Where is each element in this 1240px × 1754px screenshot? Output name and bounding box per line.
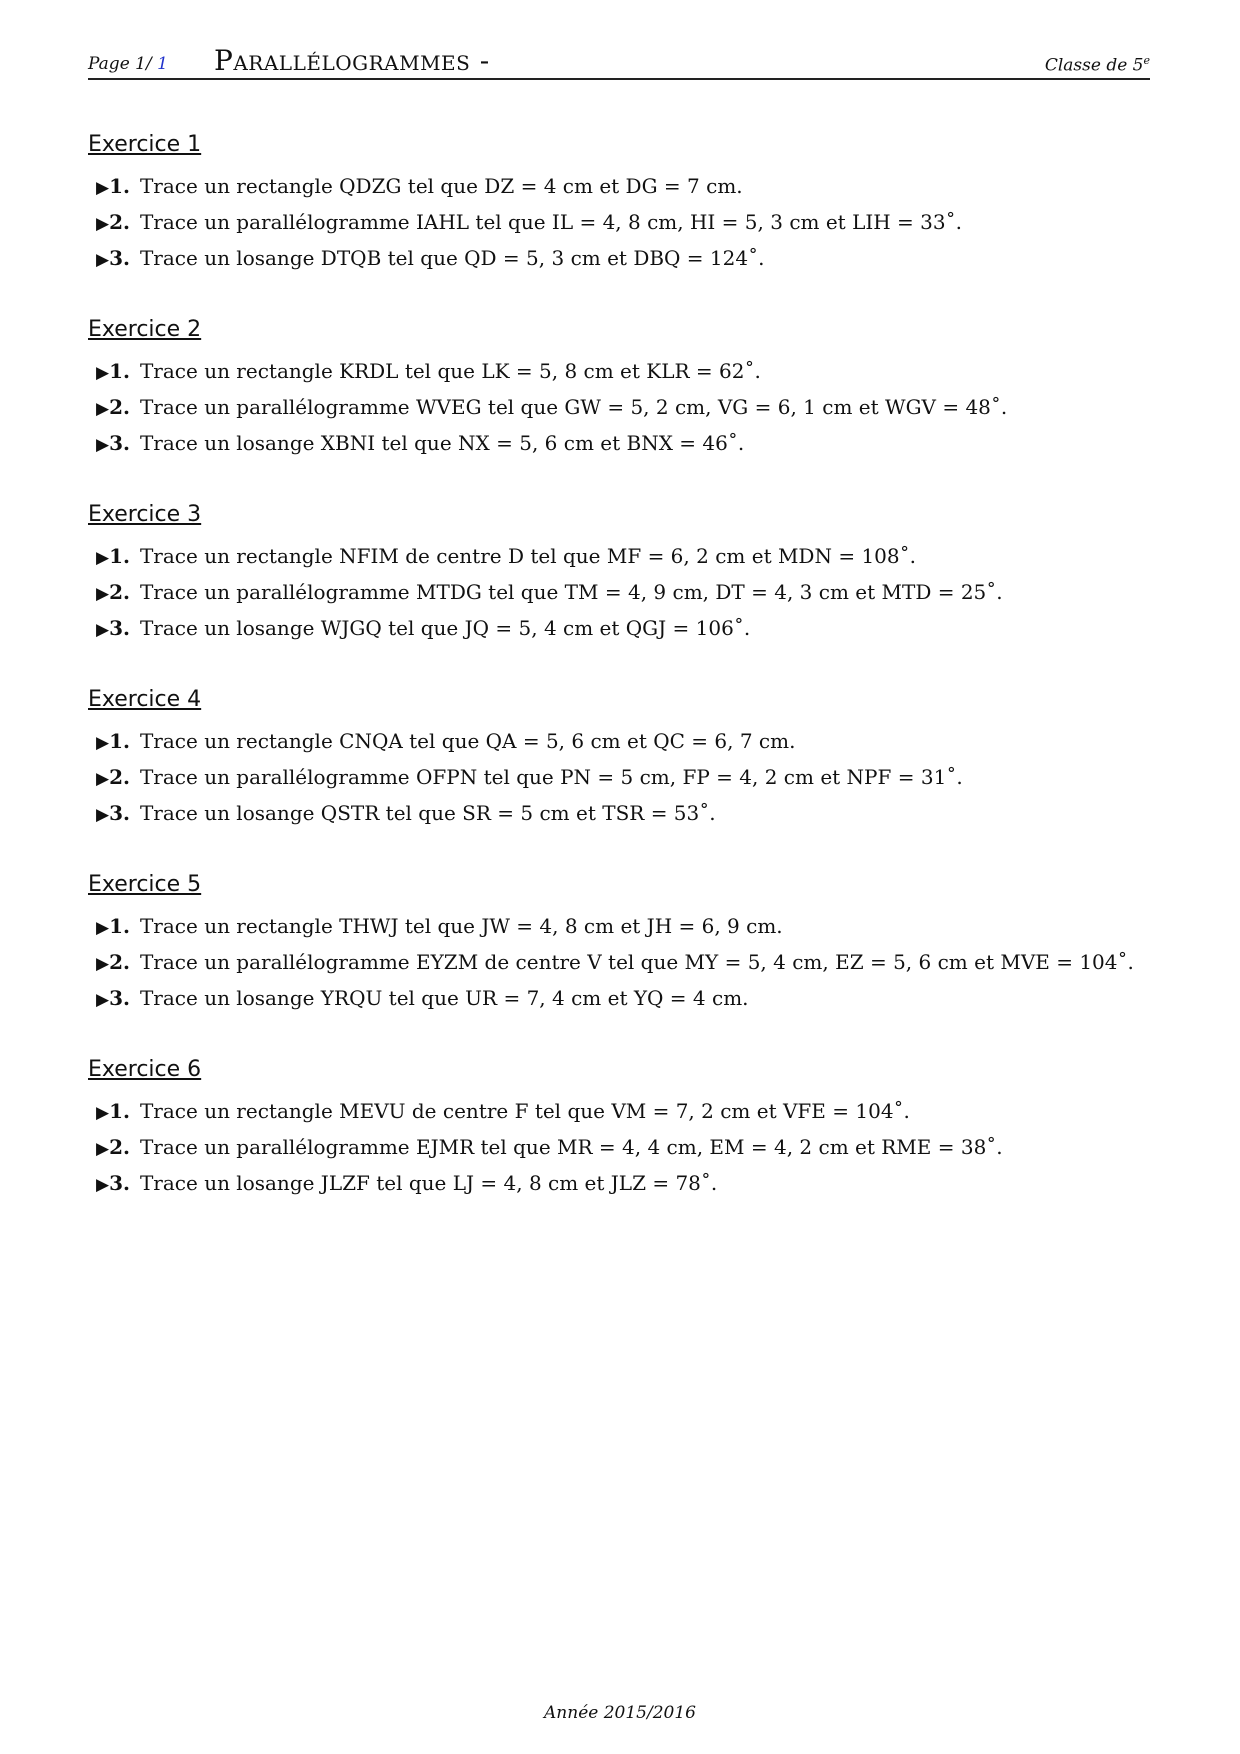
triangle-bullet-icon: ▶ [96,733,110,753]
item-number [96,1099,130,1123]
item-text: Trace un rectangle MEVU de centre F tel que VM = 7, 2 cm et VFE = 104˚. [139,1099,910,1123]
item-number [96,544,130,568]
exercise-item [88,1165,1150,1201]
page-label: Page 1/ [88,54,158,74]
item-text: Trace un parallélogramme WVEG tel que GW = 5, 2 cm, VG = 6, 1 cm et WGV = 48˚. [139,395,1008,419]
item-number [96,616,130,640]
exercise-item [88,795,1150,831]
triangle-bullet-icon: ▶ [96,805,110,825]
exercise-title: Exercice 3 [88,502,202,527]
document-title: Parallélogrammes - [214,44,490,77]
item-number-label: 2. [109,210,130,234]
exercise-item [88,980,1150,1016]
triangle-bullet-icon: ▶ [96,214,110,234]
item-text: Trace un losange JLZF tel que LJ = 4, 8 cm et JLZ = 78˚. [139,1171,718,1195]
exercise-title: Exercice 6 [88,1057,202,1082]
item-number [96,729,130,753]
exercise-item [88,204,1150,240]
triangle-bullet-icon: ▶ [96,1139,110,1159]
triangle-bullet-icon: ▶ [96,1103,110,1123]
item-number [96,359,130,383]
item-number [96,1171,130,1195]
triangle-bullet-icon: ▶ [96,178,110,198]
item-number-label: 3. [109,616,130,640]
exercise-item [88,389,1150,425]
exercise-section [88,128,1150,281]
item-number [96,1135,130,1159]
item-text: Trace un losange DTQB tel que QD = 5, 3 cm et DBQ = 124˚. [139,246,765,270]
item-number-label: 2. [109,765,130,789]
class-label [1045,54,1150,76]
exercise-title: Exercice 4 [88,687,202,712]
exercise-item [88,1093,1150,1129]
exercise-item [88,168,1150,204]
class-label-text: Classe de 5 [1044,55,1144,76]
exercise-item [88,908,1150,944]
item-number-label: 1. [109,1099,130,1123]
exercise-section [88,498,1150,651]
item-number [96,950,130,974]
page-header [88,44,1150,80]
item-text: Trace un parallélogramme EYZM de centre V tel que MY = 5, 4 cm, EZ = 5, 6 cm et MVE = 104˚. [139,950,1134,974]
item-number-label: 3. [109,431,130,455]
exercise-item [88,944,1150,980]
triangle-bullet-icon: ▶ [96,620,110,640]
page-number [88,54,168,74]
page-total-link[interactable]: 1 [157,54,168,74]
item-number [96,395,130,419]
item-number [96,986,130,1010]
exercise-item [88,353,1150,389]
triangle-bullet-icon: ▶ [96,1175,110,1195]
item-number [96,246,130,270]
item-number-label: 1. [109,174,130,198]
item-number-label: 2. [109,950,130,974]
item-text: Trace un losange WJGQ tel que JQ = 5, 4 cm et QGJ = 106˚. [139,616,751,640]
exercise-item [88,425,1150,461]
exercise-item [88,574,1150,610]
item-text: Trace un parallélogramme EJMR tel que MR = 4, 4 cm, EM = 4, 2 cm et RME = 38˚. [139,1135,1003,1159]
item-text: Trace un losange QSTR tel que SR = 5 cm et TSR = 53˚. [139,801,716,825]
exercise-item [88,1129,1150,1165]
item-number [96,174,130,198]
item-number [96,914,130,938]
item-text: Trace un rectangle CNQA tel que QA = 5, 6 cm et QC = 6, 7 cm. [139,729,796,753]
triangle-bullet-icon: ▶ [96,954,110,974]
item-number-label: 1. [109,914,130,938]
triangle-bullet-icon: ▶ [96,990,110,1010]
triangle-bullet-icon: ▶ [96,399,110,419]
item-text: Trace un rectangle KRDL tel que LK = 5, 8 cm et KLR = 62˚. [139,359,761,383]
class-label-sup: e [1143,54,1150,67]
exercise-title: Exercice 5 [88,872,202,897]
exercise-title: Exercice 1 [88,132,202,157]
page-footer: Année 2015/2016 [544,1703,696,1723]
exercise-section [88,868,1150,1021]
item-number-label: 2. [109,580,130,604]
triangle-bullet-icon: ▶ [96,584,110,604]
item-number-label: 3. [109,801,130,825]
exercise-item [88,723,1150,759]
item-number [96,210,130,234]
triangle-bullet-icon: ▶ [96,363,110,383]
item-text: Trace un rectangle QDZG tel que DZ = 4 cm et DG = 7 cm. [139,174,743,198]
exercise-item [88,538,1150,574]
exercise-title: Exercice 2 [88,317,202,342]
item-number [96,580,130,604]
exercise-section [88,683,1150,836]
item-number-label: 2. [109,395,130,419]
exercise-section [88,1053,1150,1206]
item-text: Trace un rectangle NFIM de centre D tel que MF = 6, 2 cm et MDN = 108˚. [139,544,916,568]
item-text: Trace un rectangle THWJ tel que JW = 4, 8 cm et JH = 6, 9 cm. [139,914,783,938]
exercise-list [88,128,1150,1238]
triangle-bullet-icon: ▶ [96,918,110,938]
item-number [96,765,130,789]
item-text: Trace un parallélogramme MTDG tel que TM = 4, 9 cm, DT = 4, 3 cm et MTD = 25˚. [139,580,1003,604]
item-text: Trace un losange YRQU tel que UR = 7, 4 cm et YQ = 4 cm. [139,986,749,1010]
item-number-label: 3. [109,986,130,1010]
item-number [96,431,130,455]
triangle-bullet-icon: ▶ [96,250,110,270]
exercise-item [88,759,1150,795]
triangle-bullet-icon: ▶ [96,548,110,568]
item-text: Trace un parallélogramme IAHL tel que IL = 4, 8 cm, HI = 5, 3 cm et LIH = 33˚. [139,210,962,234]
triangle-bullet-icon: ▶ [96,769,110,789]
item-text: Trace un parallélogramme OFPN tel que PN = 5 cm, FP = 4, 2 cm et NPF = 31˚. [139,765,963,789]
item-number-label: 3. [109,246,130,270]
item-number-label: 1. [109,729,130,753]
item-number-label: 2. [109,1135,130,1159]
item-text: Trace un losange XBNI tel que NX = 5, 6 cm et BNX = 46˚. [139,431,745,455]
triangle-bullet-icon: ▶ [96,435,110,455]
exercise-item [88,240,1150,276]
item-number-label: 3. [109,1171,130,1195]
exercise-item [88,610,1150,646]
item-number-label: 1. [109,544,130,568]
item-number [96,801,130,825]
item-number-label: 1. [109,359,130,383]
exercise-section [88,313,1150,466]
